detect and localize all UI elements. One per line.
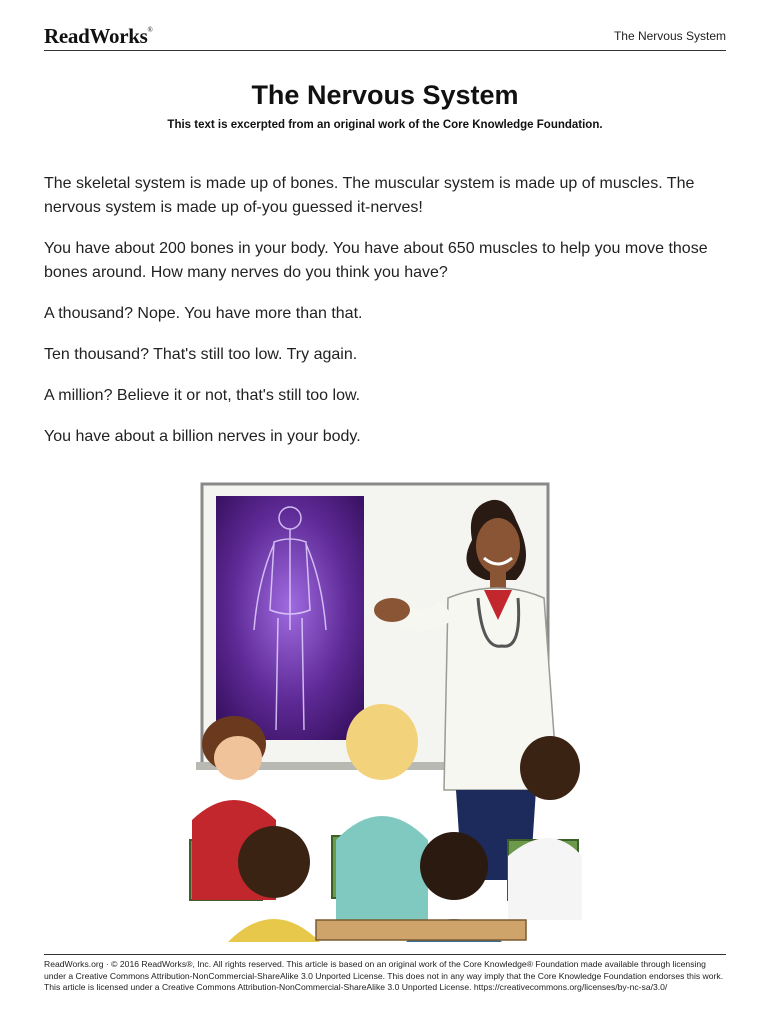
paragraph: The skeletal system is made up of bones. The muscular system is made up of muscles. The nervous system is made up of-you guessed it-nerves! <box>44 175 695 216</box>
readworks-logo <box>44 24 153 49</box>
paragraph: A thousand? Nope. You have more than that. <box>44 305 363 322</box>
classroom-illustration <box>186 480 582 942</box>
page-header <box>44 20 726 51</box>
article-body <box>44 172 734 466</box>
logo-mark: ® <box>147 26 153 34</box>
footer-copyright: ReadWorks.org · © 2016 ReadWorks®, Inc. All rights reserved. This article is based on an original work of the Core Knowledge® Foundation made available through licensing under a Creative Commons Attribution-NonCommercial-ShareAlike 3.0 Unported License. This does not in any way imply that the Core Knowledge Foundation endorses this work. This article is licensed under a Creative Commons Attribution-NonCommercial-ShareAlike 3.0 Unported License. https://creativecommons.org/licenses/by-nc-sa/3.0/ <box>44 959 724 992</box>
header-doc-title: The Nervous System <box>613 29 726 43</box>
page-title: The Nervous System <box>251 80 519 110</box>
classroom-scene <box>186 480 582 942</box>
paragraph: A million? Believe it or not, that's still too low. <box>44 387 361 404</box>
page-subtitle: This text is excerpted from an original work of the Core Knowledge Foundation. <box>167 119 603 131</box>
page-footer <box>44 954 726 994</box>
paragraph: You have about 200 bones in your body. You have about 650 muscles to help you move those bones around. How many nerves do you think you have? <box>44 240 708 281</box>
logo-text: ReadWorks <box>44 24 148 48</box>
paragraph: You have about a billion nerves in your body. <box>44 428 361 445</box>
paragraph: Ten thousand? That's still too low. Try again. <box>44 346 358 363</box>
desk <box>316 920 526 940</box>
